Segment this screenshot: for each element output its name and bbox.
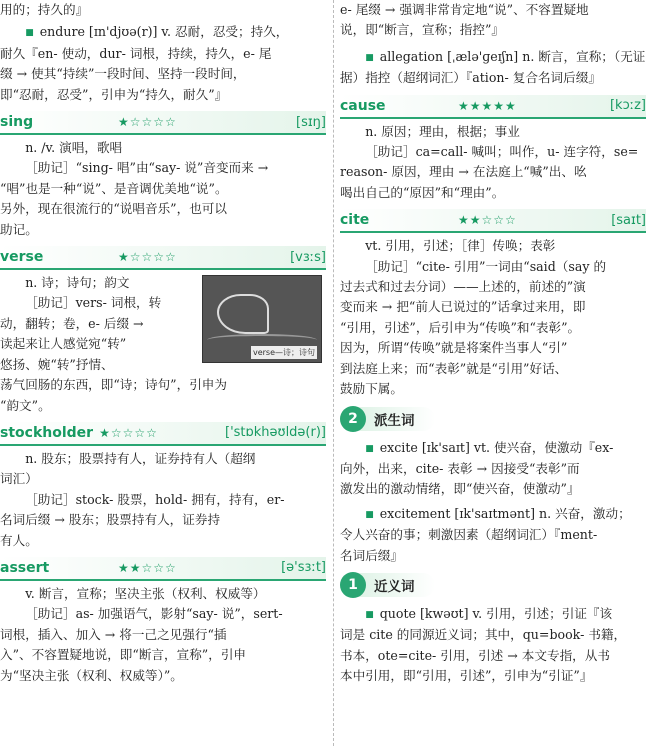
mnemonic-line: “韵文”。 <box>0 397 51 413</box>
text-line: excitement [ɪk'saɪtmənt] n. 兴奋，激动； <box>379 505 631 521</box>
text-line: e- 尾缀 → 强调非常肯定地“说”、不容置疑地 <box>340 2 589 17</box>
mnemonic-line: ［助记］ca=call- 喊叫；叫作，u- 连字符，se= <box>365 144 639 160</box>
headword-bar <box>340 95 646 119</box>
definition: n. 股东；股票持有人，证券持有人（超纲 <box>25 450 256 466</box>
mnemonic-line: ［助记］“sing- 唱”由“say- 说”音变而来 → <box>25 160 269 176</box>
entry-excite <box>340 438 646 500</box>
mnemonic-line: 为“坚决主张（权利、权威等）”。 <box>0 667 183 683</box>
text-line: 缀 → 使其“持续”一段时间、坚持一段时间， <box>0 66 246 82</box>
phonetic: [sɪŋ] <box>296 114 326 130</box>
mnemonic-line: 变而来 → 把“前人已说过的”话拿过来用，即 <box>340 299 586 315</box>
text-line: 令人兴奋的事；刺激因素（超纲词汇）『ment- <box>340 527 598 543</box>
text-line: quote [kwəʊt] v. 引用，引述；引证『该 <box>379 605 613 621</box>
phonetic: [saɪt] <box>611 212 646 228</box>
headword: assert <box>0 559 50 576</box>
image-caption: verse—诗；诗句 <box>252 348 315 358</box>
bullet-icon: ■ <box>365 443 374 454</box>
definition: v. 断言，宣称；坚决主张（权利、权威等） <box>25 585 266 601</box>
text-line: 激发出的激动情绪，即“使兴奋，使激动”』 <box>340 481 580 497</box>
definition: n. /v. 演唱，歌唱 <box>25 140 123 156</box>
star-rating: ★★☆☆☆ <box>118 560 177 575</box>
entry-assert <box>0 557 326 686</box>
headword-bar <box>0 246 326 270</box>
section-title: 派生词 <box>374 412 415 429</box>
mnemonic-line: ［助记］as- 加强语气，影射“say- 说”，sert- <box>25 606 283 622</box>
entry-verse <box>0 246 326 416</box>
text-line: 向外，出来，cite- 表彰 → 因接受“表彰”而 <box>340 460 580 476</box>
mnemonic-line: ［助记］stock- 股票，hold- 拥有，持有，er- <box>25 491 285 507</box>
mnemonic-line: 有人。 <box>0 532 38 548</box>
mnemonic-line: reason- 原因，理由 → 在法庭上“喊”出、吆 <box>340 164 587 180</box>
text-line: endure [ɪn'djʊə(r)] v. 忍耐，忍受；持久， <box>39 24 289 40</box>
text-line: 耐久『en- 使动，dur- 词根，持续，持久，e- 尾 <box>0 45 272 61</box>
entry-endure <box>0 22 326 105</box>
headword-bar <box>0 111 326 135</box>
section-derived-words <box>340 404 646 434</box>
left-column <box>0 0 326 686</box>
mnemonic-line: 词根，插入、加入 → 将一己之见强行“插 <box>0 626 227 642</box>
mnemonic-line: 因为，所谓“传唤”就是将案件当事人“引” <box>340 340 568 356</box>
bullet-icon: ■ <box>25 28 34 39</box>
mnemonic-line: 到法庭上来；而“表彰”就是“引用”好话、 <box>340 360 568 376</box>
entry-sing <box>0 111 326 240</box>
mnemonic-line: 悠扬、婉“转”抒情、 <box>0 356 114 372</box>
text-line: 名词后缀』 <box>340 547 403 563</box>
mnemonic-line: 助记。 <box>0 221 38 237</box>
text-line: allegation [ˌælə'ɡeɪʃn] n. 断言，宣称；（无证 <box>379 48 646 64</box>
mnemonic-line: 过去式和过去分词）——上述的，前述的”演 <box>340 279 586 295</box>
section-title: 近义词 <box>374 578 415 595</box>
phonetic: [vɜːs] <box>290 249 326 265</box>
text-line: 据）指控（超纲词汇）『ation- 复合名词后缀』 <box>340 70 601 86</box>
headword: sing <box>0 114 34 131</box>
entry-cite <box>340 209 646 399</box>
mnemonic-line: ［助记］“cite- 引用”一词由“said（say 的 <box>365 258 607 274</box>
phonetic: [ə'sɜːt] <box>281 560 326 576</box>
wave-icon <box>207 334 317 346</box>
star-rating: ★☆☆☆☆ <box>118 115 177 130</box>
entry-allegation <box>340 47 646 89</box>
mnemonic-line: 喝出自己的“原因”和“理由”。 <box>340 184 505 200</box>
mnemonic-line: 鼓励下属。 <box>340 381 403 397</box>
right-column <box>340 0 646 687</box>
mnemonic-line: 入”、不容置疑地说，即“断言，宣称”，引申 <box>0 647 247 663</box>
headword: cite <box>340 212 370 229</box>
headword: stockholder <box>0 424 94 441</box>
phonetic: ['stɒkhəʊldə(r)] <box>225 425 326 441</box>
mnemonic-line: 荡气回肠的东西，即“诗；诗句”，引申为 <box>0 377 227 393</box>
mnemonic-line: “唱”也是一种“说”、是音调优美地“说”。 <box>0 180 228 196</box>
text-line: 书本，ote=cite- 引用，引述 → 本文专指，从书 <box>340 647 610 663</box>
definition: vt. 引用，引述；［律］传唤；表彰 <box>365 238 556 254</box>
entry-quote <box>340 604 646 687</box>
text-line: 词是 cite 的同源近义词；其中，qu=book- 书籍， <box>340 627 627 643</box>
bullet-icon: ■ <box>365 509 374 520</box>
mnemonic-line: ［助记］vers- 词根，转 <box>25 295 162 311</box>
text-line: 用的；持久的』 <box>0 2 89 17</box>
entry-cause <box>340 95 646 204</box>
entry-excitement <box>340 504 646 566</box>
section-number-badge: 1 <box>340 572 366 598</box>
definition: 词汇） <box>0 471 38 487</box>
headword-bar <box>0 557 326 581</box>
entry-stockholder <box>0 422 326 551</box>
star-rating: ★☆☆☆☆ <box>99 425 158 440</box>
mnemonic-line: 名词后缀 → 股东；股票持有人，证券持 <box>0 512 221 528</box>
definition: n. 原因；理由，根据；事业 <box>365 123 520 139</box>
swan-icon <box>217 294 269 334</box>
headword: cause <box>340 97 386 114</box>
headword-bar <box>340 209 646 233</box>
phonetic: [kɔːz] <box>609 98 646 114</box>
star-rating: ★★★★★ <box>458 98 517 113</box>
headword: verse <box>0 249 44 266</box>
section-number-badge: 2 <box>340 406 366 432</box>
section-synonyms <box>340 570 646 600</box>
text-line: excite [ɪk'saɪt] vt. 使兴奋，使激动『ex- <box>379 439 614 455</box>
text-line: 即“忍耐，忍受”，引申为“持久，耐久”』 <box>0 86 228 102</box>
headword-bar <box>0 422 326 446</box>
mnemonic-line: 读起来让人感觉宛“转” <box>0 336 127 352</box>
mnemonic-line: 另外，现在很流行的“说唱音乐”，也可以 <box>0 201 227 217</box>
text-line: 本中引用，即“引用，引述”，引申为“引证”』 <box>340 668 593 684</box>
star-rating: ★☆☆☆☆ <box>118 250 177 265</box>
bullet-icon: ■ <box>365 609 374 620</box>
mnemonic-line: 动，翻转；卷，e- 后缀 → <box>0 315 144 331</box>
swan-illustration <box>202 275 322 363</box>
definition: n. 诗；诗句；韵文 <box>25 275 130 291</box>
column-divider <box>333 0 334 746</box>
mnemonic-line: “引用，引述”，后引申为“传唤”和“表彰”。 <box>340 319 581 335</box>
star-rating: ★★☆☆☆ <box>458 213 517 228</box>
text-line: 说，即“断言，宣称；指控”』 <box>340 22 505 38</box>
bullet-icon: ■ <box>365 52 374 63</box>
